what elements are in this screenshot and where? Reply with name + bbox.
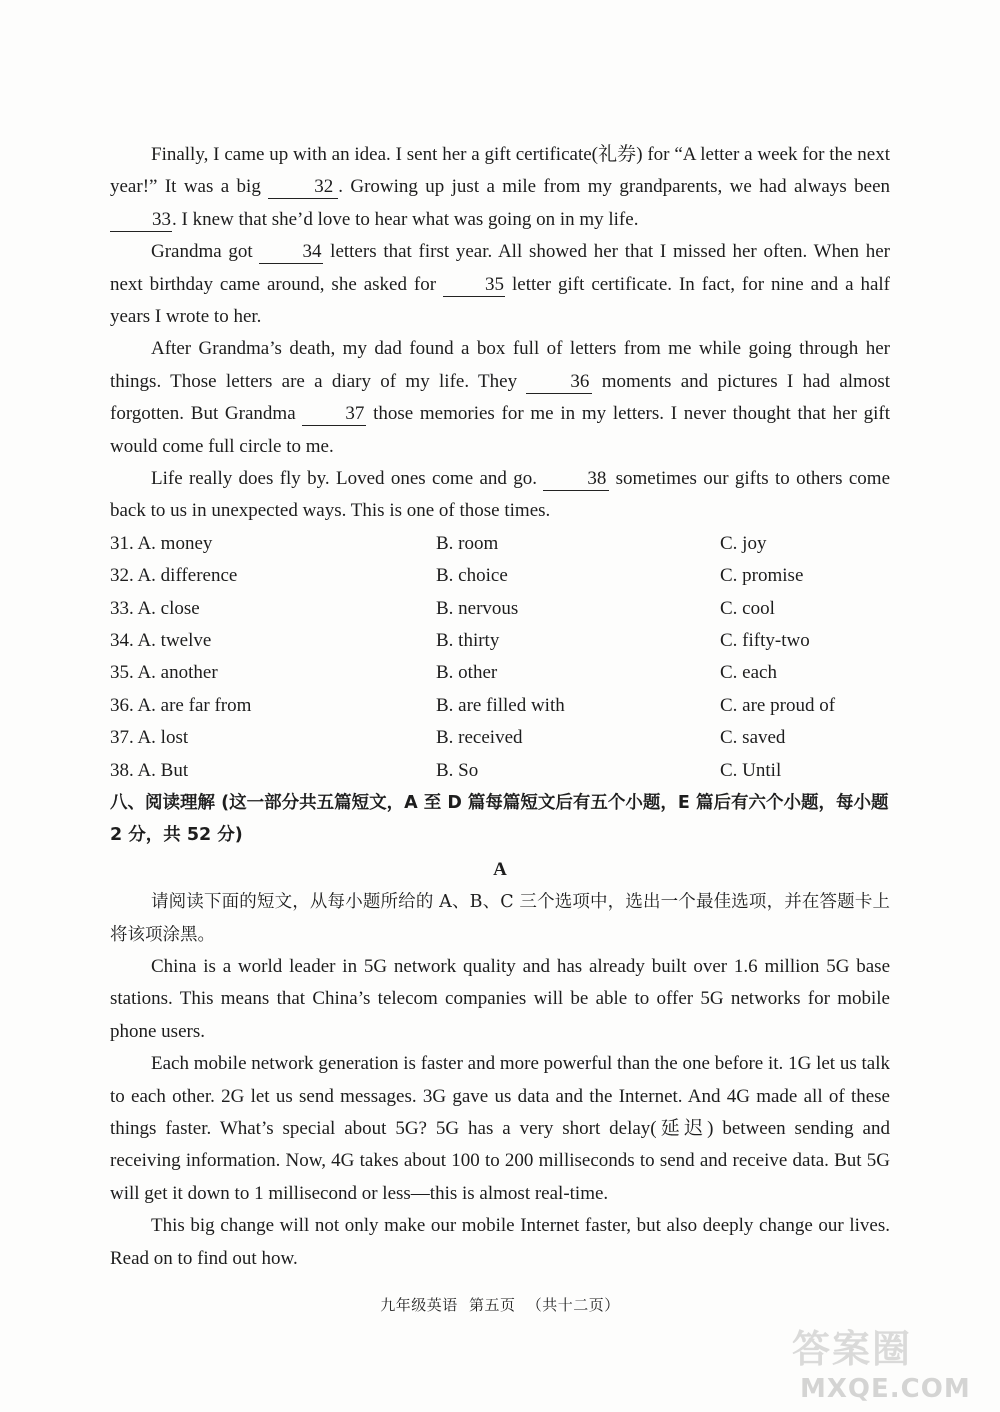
answer-options (110, 528, 890, 787)
text-run: sometimes our gifts to others come back to us in unexpected ways. This is one of those times. (110, 468, 891, 522)
text-run: . I knew that she’d love to hear what was going on in my life. (172, 208, 639, 230)
option-c: C. each (720, 662, 777, 684)
page-footer (0, 1294, 1000, 1315)
option-a: 35. A. another (110, 662, 218, 684)
option-a: 31. A. money (110, 532, 213, 554)
cloze-paragraph-2 (110, 236, 890, 333)
section-heading: 八、阅读理解 (这一部分共五篇短文，A 至 D 篇每篇短文后有五个小题，E 篇后有六个小题，每小题 2 分，共 52 分) (110, 793, 889, 846)
option-c: C. fifty-two (720, 630, 810, 652)
option-a: 33. A. close (110, 597, 200, 619)
cloze-paragraph-3 (110, 333, 890, 463)
watermark (792, 1318, 982, 1406)
text-run: Finally, I came up with an idea. I sent her a gift certificate(礼券) for “A letter a week for the next year!” It was a big (110, 144, 890, 198)
page-content (110, 139, 890, 1275)
watermark-site: MXQE.COM (800, 1374, 971, 1404)
option-a: 32. A. difference (110, 565, 238, 587)
option-b: B. room (436, 532, 499, 554)
option-c: C. Until (720, 759, 782, 781)
passage-title: A (493, 858, 507, 880)
cloze-paragraph-4 (110, 463, 890, 528)
text-run: moments and pictures I had almost forgotten. But Grandma (110, 370, 890, 425)
option-b: B. other (436, 662, 498, 684)
text-run: letters that first year. All showed her that I missed her often. When her next birthday came around, she asked for (110, 241, 890, 295)
blank-32: 32 (268, 176, 338, 199)
option-row-32 (110, 560, 890, 592)
option-b: B. So (436, 759, 479, 781)
option-c: C. cool (720, 597, 775, 619)
blank-37: 37 (302, 403, 366, 426)
option-b: B. thirty (436, 630, 500, 652)
option-row-38 (110, 755, 890, 787)
text-run: Life really does fly by. Loved ones come and go. (151, 468, 544, 490)
text-run: Grandma got (151, 241, 260, 263)
passage-paragraph-2: Each mobile network generation is faster and more powerful than the one before it. 1G let us talk to each other. 2G let us send messages. 3G gave us data and the Internet. And 4G made all of these things faster. What’s special about 5G? 5G has a very short delay(延迟) between sending and receiving information. Now, 4G takes about 100 to 200 milliseconds to send and receive data. But 5G will get it down to 1 millisecond or less—this is almost real-time. (110, 1053, 890, 1204)
passage-instruction: 请阅读下面的短文，从每小题所给的 A、B、C 三个选项中，选出一个最佳选项，并在答题卡上将该项涂黑。 (110, 892, 890, 945)
text-run: After Grandma’s death, my dad found a box full of letters from me while going through her things. Those letters are a diary of my life. They (110, 338, 890, 392)
option-a: 36. A. are far from (110, 694, 252, 716)
text-run: . Growing up just a mile from my grandparents, we had always been (338, 176, 890, 198)
footer-total-pages: （共十二页） (526, 1296, 620, 1314)
option-row-35 (110, 657, 890, 689)
option-c: C. joy (720, 532, 767, 554)
option-b: B. nervous (436, 597, 519, 619)
footer-page-number: 第五页 (468, 1296, 516, 1314)
option-row-36 (110, 690, 890, 722)
option-c: C. saved (720, 727, 786, 749)
blank-33: 33 (110, 209, 172, 232)
blank-34: 34 (259, 241, 323, 264)
passage-paragraph-3: This big change will not only make our mobile Internet faster, but also deeply change our lives. Read on to find out how. (110, 1215, 890, 1269)
text-run: those memories for me in my letters. I never thought that her gift would come full circle to me. (110, 403, 891, 457)
option-row-33 (110, 593, 890, 625)
option-a: 37. A. lost (110, 727, 189, 749)
footer-subject: 九年级英语 (380, 1296, 458, 1314)
text-run: letter gift certificate. In fact, for nine and a half years I wrote to her. (110, 273, 890, 328)
cloze-paragraph-1 (110, 139, 890, 236)
option-b: B. received (436, 727, 523, 749)
blank-36: 36 (526, 371, 592, 394)
option-b: B. choice (436, 565, 508, 587)
option-c: C. promise (720, 565, 804, 587)
option-row-37 (110, 722, 890, 754)
watermark-logo: 答案圈 (792, 1327, 913, 1371)
option-a: 34. A. twelve (110, 630, 212, 652)
blank-38: 38 (543, 468, 609, 491)
option-row-34 (110, 625, 890, 657)
option-b: B. are filled with (436, 694, 565, 716)
option-row-31 (110, 528, 890, 560)
option-c: C. are proud of (720, 694, 836, 716)
blank-35: 35 (443, 274, 505, 297)
passage-paragraph-1: China is a world leader in 5G network quality and has already built over 1.6 million 5G base stations. This means that China’s telecom companies will be able to offer 5G networks for mobile phone users. (110, 956, 890, 1042)
option-a: 38. A. But (110, 759, 189, 781)
